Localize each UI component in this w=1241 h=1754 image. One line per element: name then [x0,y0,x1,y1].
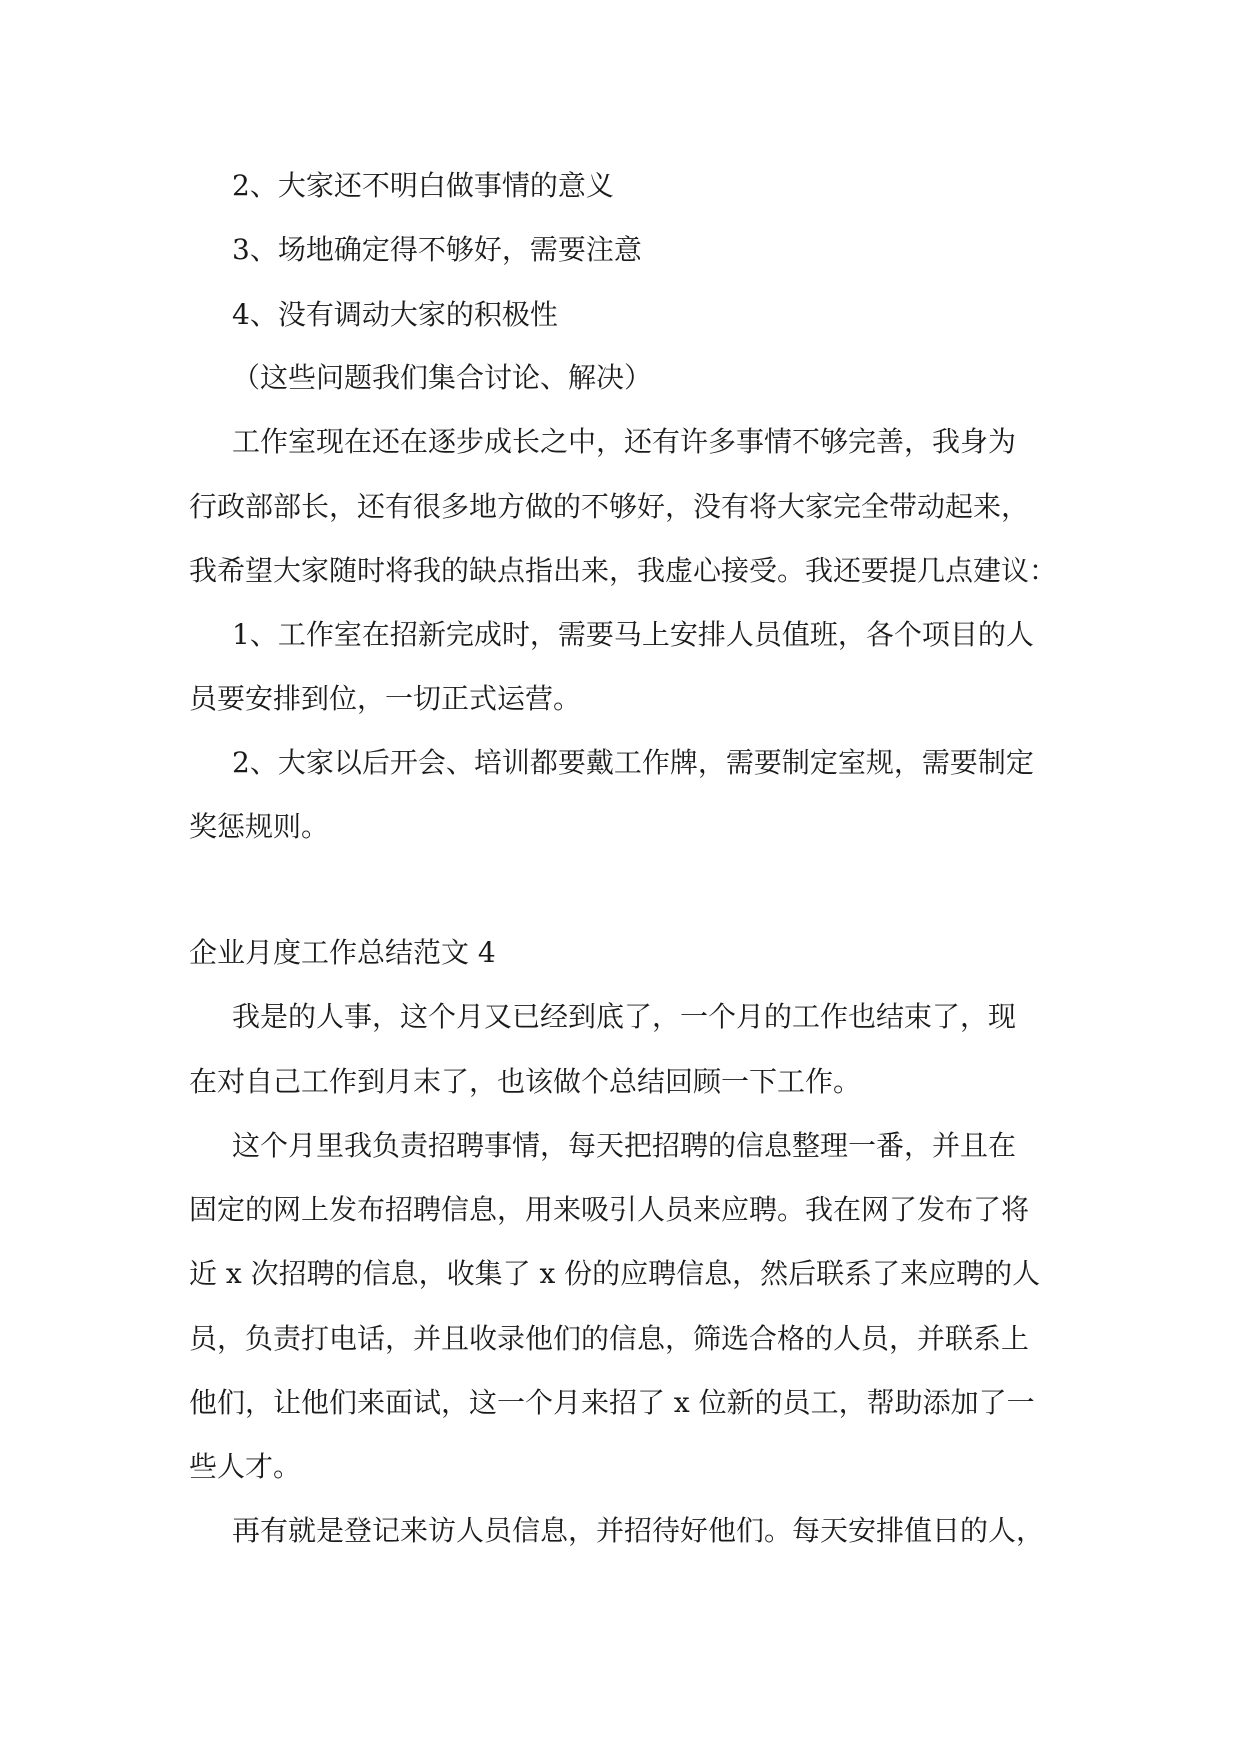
paragraph-line: 员要安排到位，一切正式运营。 [189,682,582,715]
paragraph-line: 在对自己工作到月末了，也该做个总结回顾一下工作。 [189,1065,862,1098]
paragraph-line: 我希望大家随时将我的缺点指出来，我虚心接受。我还要提几点建议： [189,554,1058,587]
list-item-4: 4、没有调动大家的积极性 [232,298,558,331]
paragraph-line: 近 x 次招聘的信息，收集了 x 份的应聘信息，然后联系了来应聘的人 [189,1257,1041,1290]
paragraph-line: 再有就是登记来访人员信息，并招待好他们。每天安排值日的人， [232,1514,1045,1547]
paragraph-line: 他们，让他们来面试，这一个月来招了 x 位新的员工，帮助添加了一 [189,1386,1035,1419]
paragraph-line: 我是的人事，这个月又已经到底了，一个月的工作也结束了，现 [232,1000,1017,1033]
suggestion-item-1: 1、工作室在招新完成时，需要马上安排人员值班，各个项目的人 [232,618,1034,651]
list-item-3: 3、场地确定得不够好，需要注意 [232,233,642,266]
parenthetical-note: （这些问题我们集合讨论、解决） [232,361,653,394]
list-item-2: 2、大家还不明白做事情的意义 [232,169,614,202]
paragraph-line: 固定的网上发布招聘信息，用来吸引人员来应聘。我在网了发布了将 [189,1193,1030,1226]
suggestion-item-2: 2、大家以后开会、培训都要戴工作牌，需要制定室规，需要制定 [232,746,1034,779]
paragraph-line: 工作室现在还在逐步成长之中，还有许多事情不够完善，我身为 [232,425,1017,458]
paragraph-line: 奖惩规则。 [189,810,330,843]
paragraph-line: 这个月里我负责招聘事情，每天把招聘的信息整理一番，并且在 [232,1129,1017,1162]
paragraph-line: 员，负责打电话，并且收录他们的信息，筛选合格的人员，并联系上 [189,1322,1030,1355]
paragraph-line: 行政部部长，还有很多地方做的不够好，没有将大家完全带动起来， [189,490,1030,523]
section-heading: 企业月度工作总结范文 4 [189,936,496,969]
paragraph-line: 些人才。 [189,1450,302,1483]
